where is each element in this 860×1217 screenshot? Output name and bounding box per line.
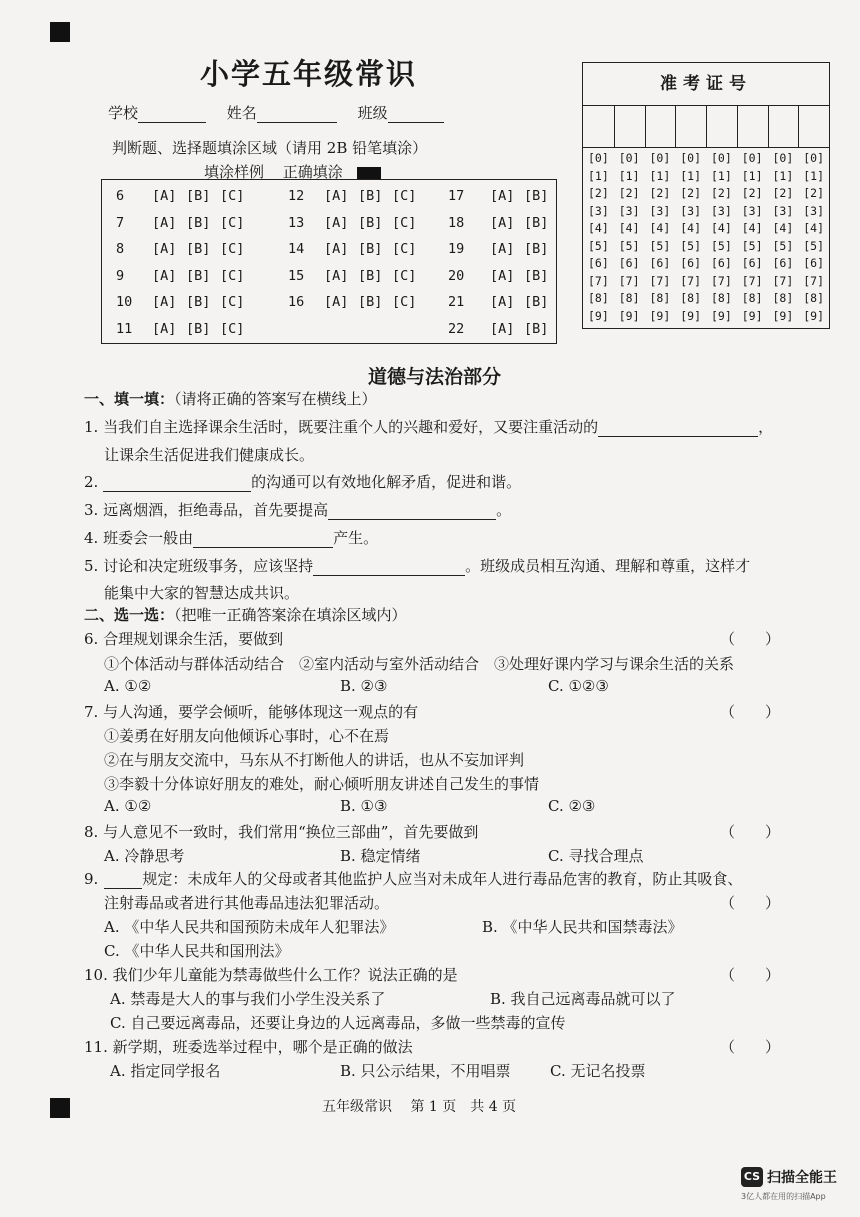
exam-id-cell-divider bbox=[737, 105, 738, 147]
option-6b[interactable]: B. ②③ bbox=[340, 677, 388, 695]
answer-paren-10[interactable]: （ ） bbox=[720, 966, 781, 984]
exam-id-digit-bubble[interactable]: [2] bbox=[587, 186, 609, 200]
exam-id-digit-bubble[interactable]: [9] bbox=[618, 308, 640, 323]
exam-id-digit-bubble[interactable]: [8] bbox=[772, 291, 794, 305]
exam-id-digit-bubble[interactable]: [6] bbox=[680, 256, 702, 270]
exam-id-digit-bubble[interactable]: [2] bbox=[618, 186, 640, 200]
answer-bubble[interactable]: [C] bbox=[392, 294, 417, 310]
exam-id-digit-bubble[interactable]: [7] bbox=[680, 273, 702, 288]
question-number: 19 bbox=[448, 241, 465, 257]
camscanner-logo-icon: CS bbox=[741, 1167, 763, 1187]
answer-bubble[interactable]: [A] bbox=[490, 267, 515, 284]
question-number: 21 bbox=[448, 294, 465, 310]
exam-id-cell-divider bbox=[675, 105, 676, 147]
exam-id-digit-bubble[interactable]: [0] bbox=[587, 151, 609, 165]
answer-bubble[interactable]: [A] bbox=[324, 241, 349, 257]
answer-bubble[interactable]: [C] bbox=[220, 294, 245, 310]
question-number: 7 bbox=[116, 214, 125, 231]
exam-id-digit-bubble[interactable]: [6] bbox=[649, 256, 671, 270]
question-9-cont: 注射毒品或者进行其他毒品违法犯罪活动。 bbox=[104, 894, 390, 912]
answer-bubble[interactable]: [B] bbox=[524, 241, 549, 257]
part2-heading-note: （把唯一正确答案涂在填涂区域内） bbox=[174, 606, 407, 624]
exam-id-digit-bubble[interactable]: [2] bbox=[710, 186, 732, 200]
exam-id-digit-bubble[interactable]: [0] bbox=[710, 151, 732, 165]
class-field[interactable] bbox=[388, 107, 444, 123]
question-number: 20 bbox=[448, 267, 465, 284]
answer-bubble[interactable]: [C] bbox=[392, 188, 417, 204]
option-10c[interactable]: C. 自己要远离毒品，还要让身边的人远离毒品，多做一些禁毒的宣传 bbox=[110, 1014, 566, 1032]
option-8b[interactable]: B. 稳定情绪 bbox=[340, 847, 421, 865]
question-number: 18 bbox=[448, 214, 465, 231]
exam-id-digit-bubble[interactable]: [8] bbox=[649, 291, 671, 305]
question-number: 22 bbox=[448, 320, 465, 337]
answer-bubble[interactable]: [A] bbox=[324, 214, 349, 231]
question-number: 16 bbox=[288, 294, 305, 310]
answer-bubble[interactable]: [C] bbox=[220, 214, 245, 231]
exam-id-digit-bubble[interactable]: [0] bbox=[803, 151, 825, 165]
exam-id-digit-bubble[interactable]: [6] bbox=[710, 256, 732, 270]
answer-paren-6[interactable]: （ ） bbox=[720, 630, 781, 648]
exam-id-digit-bubble[interactable]: [8] bbox=[680, 291, 702, 305]
exam-id-digit-bubble[interactable]: [1] bbox=[680, 168, 702, 183]
exam-id-title: 准考证号 bbox=[583, 63, 829, 106]
answer-bubble[interactable]: [A] bbox=[152, 214, 177, 231]
answer-bubble[interactable]: [A] bbox=[324, 294, 349, 310]
exam-id-digit-bubble[interactable]: [7] bbox=[772, 273, 794, 288]
exam-id-digit-bubble[interactable]: [8] bbox=[587, 291, 609, 305]
answer-bubble[interactable]: [C] bbox=[392, 241, 417, 257]
answer-bubble[interactable]: [C] bbox=[392, 267, 417, 284]
answer-bubble[interactable]: [A] bbox=[152, 188, 177, 204]
exam-id-digit-bubble[interactable]: [3] bbox=[680, 203, 702, 218]
answer-row bbox=[102, 241, 552, 263]
exam-id-digit-bubble[interactable]: [4] bbox=[587, 221, 609, 235]
exam-id-digit-bubble[interactable]: [3] bbox=[618, 203, 640, 218]
exam-id-box bbox=[582, 62, 830, 329]
exam-id-digit-bubble[interactable]: [2] bbox=[803, 186, 825, 200]
school-label: 学校 bbox=[108, 104, 139, 122]
exam-id-digit-bubble[interactable]: [2] bbox=[680, 186, 702, 200]
question-4: 4. 班委会一般由 产生。 bbox=[84, 529, 379, 547]
exam-id-cell-divider bbox=[768, 105, 769, 147]
question-6: 6. 合理规划课余生活，要做到 bbox=[84, 630, 284, 648]
exam-id-digit-bubble[interactable]: [5] bbox=[618, 238, 640, 253]
question-2: 2. 的沟通可以有效地化解矛盾，促进和谐。 bbox=[84, 473, 522, 491]
exam-id-digit-bubble[interactable]: [1] bbox=[618, 168, 640, 183]
question-number: 13 bbox=[288, 214, 305, 231]
answer-blank-5[interactable] bbox=[313, 559, 465, 576]
option-6c[interactable]: C. ①②③ bbox=[548, 677, 609, 695]
exam-id-digit-bubble[interactable]: [1] bbox=[587, 168, 609, 183]
answer-blank-4[interactable] bbox=[193, 531, 333, 548]
part1-heading-num: 一、填一填： bbox=[84, 390, 175, 408]
exam-id-digit-row bbox=[583, 204, 829, 222]
exam-id-digit-bubble[interactable]: [6] bbox=[803, 256, 825, 270]
option-11c[interactable]: C. 无记名投票 bbox=[550, 1062, 646, 1080]
question-10: 10. 我们少年儿童能为禁毒做些什么工作？说法正确的是 bbox=[84, 966, 458, 984]
exam-id-digit-bubble[interactable]: [0] bbox=[649, 151, 671, 165]
answer-row bbox=[102, 215, 552, 237]
answer-bubble[interactable]: [B] bbox=[358, 267, 383, 284]
question-7-s3: ③李毅十分体谅好朋友的难处，耐心倾听朋友讲述自己发生的事情 bbox=[104, 775, 540, 793]
answer-bubble[interactable]: [A] bbox=[324, 188, 349, 204]
exam-id-digit-bubble[interactable]: [4] bbox=[772, 221, 794, 235]
question-1-cont: 让课余生活促进我们健康成长。 bbox=[104, 446, 315, 464]
question-number: 8 bbox=[116, 241, 125, 257]
answer-bubble[interactable]: [C] bbox=[220, 267, 245, 284]
answer-bubble[interactable]: [A] bbox=[152, 294, 177, 310]
question-number: 15 bbox=[288, 267, 305, 284]
exam-id-digit-bubble[interactable]: [1] bbox=[772, 168, 794, 183]
answer-bubble[interactable]: [B] bbox=[186, 267, 211, 284]
exam-id-digit-bubble[interactable]: [4] bbox=[649, 221, 671, 235]
question-6-statements: ①个体活动与群体活动结合 ②室内活动与室外活动结合 ③处理好课内学习与课余生活的关系 bbox=[104, 655, 735, 673]
filled-sample-box bbox=[357, 167, 381, 180]
student-info-fields bbox=[108, 102, 460, 123]
answer-bubble[interactable]: [B] bbox=[186, 188, 211, 204]
exam-id-digit-bubble[interactable]: [7] bbox=[803, 273, 825, 288]
answer-bubble[interactable]: [A] bbox=[324, 267, 349, 284]
scanner-watermark bbox=[741, 1166, 837, 1201]
answer-bubble[interactable]: [B] bbox=[524, 320, 549, 337]
option-8c[interactable]: C. 寻找合理点 bbox=[548, 847, 644, 865]
exam-id-digit-bubble[interactable]: [4] bbox=[803, 221, 825, 235]
answer-paren-11[interactable]: （ ） bbox=[720, 1038, 781, 1056]
answer-row bbox=[102, 188, 552, 210]
question-11: 11. 新学期，班委选举过程中，哪个是正确的做法 bbox=[84, 1038, 413, 1056]
answer-blank-2[interactable] bbox=[103, 475, 251, 492]
exam-id-digit-bubble[interactable]: [3] bbox=[772, 203, 794, 218]
exam-id-digit-bubble[interactable]: [6] bbox=[618, 256, 640, 270]
exam-id-digit-row bbox=[583, 151, 829, 169]
exam-id-digit-row bbox=[583, 221, 829, 239]
name-label: 姓名 bbox=[226, 104, 257, 122]
answer-bubble[interactable]: [B] bbox=[186, 241, 211, 257]
exam-id-digit-bubble[interactable]: [5] bbox=[710, 238, 732, 253]
exam-id-digit-bubble[interactable]: [8] bbox=[618, 291, 640, 305]
option-10a[interactable]: A. 禁毒是大人的事与我们小学生没关系了 bbox=[110, 990, 386, 1008]
answer-bubble[interactable]: [B] bbox=[358, 294, 383, 310]
answer-bubble[interactable]: [C] bbox=[220, 320, 245, 337]
exam-id-digit-bubble[interactable]: [9] bbox=[710, 308, 732, 323]
exam-id-digit-bubble[interactable]: [6] bbox=[772, 256, 794, 270]
exam-id-digit-bubble[interactable]: [5] bbox=[680, 238, 702, 253]
exam-id-digit-bubble[interactable]: [7] bbox=[710, 273, 732, 288]
exam-id-digit-bubble[interactable]: [4] bbox=[710, 221, 732, 235]
exam-id-cell-divider bbox=[614, 105, 615, 147]
answer-bubble[interactable]: [A] bbox=[490, 294, 515, 310]
exam-id-digit-bubble[interactable]: [3] bbox=[741, 203, 763, 218]
exam-id-digit-bubble[interactable]: [7] bbox=[741, 273, 763, 288]
section-title: 道德与法治部分 bbox=[368, 366, 502, 388]
exam-id-digit-bubble[interactable]: [7] bbox=[618, 273, 640, 288]
question-number: 17 bbox=[448, 188, 465, 204]
exam-id-digit-row bbox=[583, 256, 829, 274]
answer-bubble[interactable]: [B] bbox=[524, 267, 549, 284]
question-7: 7. 与人沟通，要学会倾听，能够体现这一观点的有 bbox=[84, 703, 419, 721]
question-5-cont: 能集中大家的智慧达成共识。 bbox=[104, 584, 300, 602]
answer-bubble[interactable]: [A] bbox=[490, 241, 515, 257]
exam-id-digit-bubble[interactable]: [4] bbox=[680, 221, 702, 235]
answer-bubble[interactable]: [A] bbox=[152, 241, 177, 257]
answer-blank-9[interactable] bbox=[104, 872, 142, 889]
exam-id-cell-divider bbox=[798, 105, 799, 147]
exam-id-write-cells[interactable] bbox=[583, 105, 829, 148]
part2-heading-num: 二、选一选： bbox=[84, 606, 175, 624]
exam-id-digit-bubble[interactable]: [2] bbox=[772, 186, 794, 200]
exam-id-digit-bubble[interactable]: [1] bbox=[803, 168, 825, 183]
question-3: 3. 远离烟酒，拒绝毒品，首先要提高 。 bbox=[84, 501, 512, 519]
question-number: 6 bbox=[116, 188, 125, 204]
exam-id-digit-bubble[interactable]: [9] bbox=[772, 308, 794, 323]
answer-bubble[interactable]: [B] bbox=[358, 241, 383, 257]
exam-id-digit-bubble[interactable]: [3] bbox=[710, 203, 732, 218]
page-footer: 五年级常识 第 1 页 共 4 页 bbox=[322, 1099, 517, 1115]
answer-paren-7[interactable]: （ ） bbox=[720, 703, 781, 721]
answer-bubble[interactable]: [B] bbox=[524, 188, 549, 204]
exam-id-digit-bubble[interactable]: [0] bbox=[772, 151, 794, 165]
name-field[interactable] bbox=[257, 107, 337, 123]
answer-bubble[interactable]: [A] bbox=[152, 320, 177, 337]
exam-id-digit-bubble[interactable]: [2] bbox=[741, 186, 763, 200]
exam-id-cell-divider bbox=[706, 105, 707, 147]
answer-bubble[interactable]: [C] bbox=[392, 214, 417, 231]
answer-bubble[interactable]: [B] bbox=[186, 294, 211, 310]
exam-id-digit-bubble[interactable]: [9] bbox=[587, 308, 609, 323]
exam-id-digit-bubble[interactable]: [3] bbox=[803, 203, 825, 218]
question-number: 14 bbox=[288, 241, 305, 257]
registration-mark-top bbox=[50, 22, 70, 42]
option-9b[interactable]: B. 《中华人民共和国禁毒法》 bbox=[482, 918, 683, 936]
exam-id-digit-grid bbox=[583, 151, 829, 326]
exam-id-digit-row bbox=[583, 239, 829, 257]
exam-id-digit-bubble[interactable]: [0] bbox=[680, 151, 702, 165]
answer-row bbox=[102, 321, 552, 343]
exam-id-digit-bubble[interactable]: [5] bbox=[803, 238, 825, 253]
option-10b[interactable]: B. 我自己远离毒品就可以了 bbox=[490, 990, 676, 1008]
option-9c[interactable]: C. 《中华人民共和国刑法》 bbox=[104, 942, 290, 960]
answer-bubble[interactable]: [A] bbox=[490, 214, 515, 231]
exam-id-digit-bubble[interactable]: [2] bbox=[649, 186, 671, 200]
exam-id-digit-bubble[interactable]: [0] bbox=[618, 151, 640, 165]
answer-bubble[interactable]: [A] bbox=[490, 320, 515, 337]
exam-id-digit-bubble[interactable]: [9] bbox=[741, 308, 763, 323]
option-6a[interactable]: A. ①② bbox=[104, 677, 152, 695]
answer-bubble[interactable]: [B] bbox=[186, 320, 211, 337]
exam-id-digit-bubble[interactable]: [9] bbox=[803, 308, 825, 323]
exam-id-digit-bubble[interactable]: [4] bbox=[741, 221, 763, 235]
answer-bubble[interactable]: [A] bbox=[152, 267, 177, 284]
exam-id-digit-bubble[interactable]: [9] bbox=[649, 308, 671, 323]
exam-id-digit-row bbox=[583, 309, 829, 327]
exam-id-digit-bubble[interactable]: [6] bbox=[587, 256, 609, 270]
answer-bubble[interactable]: [C] bbox=[220, 241, 245, 257]
exam-id-digit-bubble[interactable]: [8] bbox=[741, 291, 763, 305]
exam-id-digit-bubble[interactable]: [5] bbox=[772, 238, 794, 253]
answer-bubble[interactable]: [B] bbox=[358, 188, 383, 204]
class-label: 班级 bbox=[357, 104, 388, 122]
question-number: 10 bbox=[116, 294, 133, 310]
page-title: 小学五年级常识 bbox=[200, 57, 418, 91]
exam-id-digit-row bbox=[583, 169, 829, 187]
question-7-s2: ②在与朋友交流中，马东从不打断他人的讲话，也从不妄加评判 bbox=[104, 751, 525, 769]
exam-id-digit-row bbox=[583, 274, 829, 292]
answer-row bbox=[102, 268, 552, 290]
answer-row bbox=[102, 294, 552, 316]
exam-id-digit-bubble[interactable]: [3] bbox=[649, 203, 671, 218]
exam-id-cell-divider bbox=[645, 105, 646, 147]
watermark-brand: 扫描全能王 bbox=[767, 1169, 837, 1186]
question-number: 9 bbox=[116, 267, 125, 284]
exam-id-digit-bubble[interactable]: [1] bbox=[649, 168, 671, 183]
exam-id-digit-bubble[interactable]: [5] bbox=[741, 238, 763, 253]
exam-id-digit-bubble[interactable]: [5] bbox=[587, 238, 609, 253]
answer-blank-1[interactable] bbox=[598, 420, 758, 437]
exam-id-digit-bubble[interactable]: [8] bbox=[803, 291, 825, 305]
question-5: 5. 讨论和决定班级事务，应该坚持 。班级成员相互沟通、理解和尊重，这样才 bbox=[84, 557, 751, 575]
question-number: 11 bbox=[116, 320, 133, 337]
exam-id-digit-row bbox=[583, 291, 829, 309]
option-7c[interactable]: C. ②③ bbox=[548, 797, 596, 815]
fill-area-note: 判断题、选择题填涂区域（请用 2B 铅笔填涂） bbox=[112, 139, 428, 157]
correct-label: 正确填涂 bbox=[282, 163, 343, 181]
option-9a[interactable]: A. 《中华人民共和国预防未成年人犯罪法》 bbox=[104, 918, 395, 936]
exam-id-digit-bubble[interactable]: [7] bbox=[649, 273, 671, 288]
answer-paren-9[interactable]: （ ） bbox=[720, 894, 781, 912]
question-7-s1: ①姜勇在好朋友向他倾诉心事时，心不在焉 bbox=[104, 727, 390, 745]
option-11b[interactable]: B. 只公示结果，不用唱票 bbox=[340, 1062, 511, 1080]
question-number: 12 bbox=[288, 188, 305, 204]
watermark-tagline: 3亿人都在用的扫描App bbox=[741, 1192, 826, 1201]
answer-bubble-area bbox=[101, 179, 557, 344]
option-8a[interactable]: A. 冷静思考 bbox=[104, 847, 185, 865]
exam-id-digit-bubble[interactable]: [1] bbox=[741, 168, 763, 183]
exam-id-digit-bubble[interactable]: [7] bbox=[587, 273, 609, 288]
part1-heading bbox=[84, 388, 377, 409]
answer-bubble[interactable]: [A] bbox=[490, 188, 515, 204]
answer-bubble[interactable]: [B] bbox=[524, 214, 549, 231]
answer-blank-3[interactable] bbox=[328, 503, 496, 520]
answer-bubble[interactable]: [B] bbox=[186, 214, 211, 231]
exam-id-digit-bubble[interactable]: [5] bbox=[649, 238, 671, 253]
option-7b[interactable]: B. ①③ bbox=[340, 797, 388, 815]
exam-id-digit-bubble[interactable]: [0] bbox=[741, 151, 763, 165]
exam-id-digit-bubble[interactable]: [3] bbox=[587, 203, 609, 218]
option-7a[interactable]: A. ①② bbox=[104, 797, 152, 815]
exam-id-digit-bubble[interactable]: [4] bbox=[618, 221, 640, 235]
answer-bubble[interactable]: [C] bbox=[220, 188, 245, 204]
exam-id-digit-bubble[interactable]: [1] bbox=[710, 168, 732, 183]
answer-paren-8[interactable]: （ ） bbox=[720, 823, 781, 841]
exam-id-digit-bubble[interactable]: [8] bbox=[710, 291, 732, 305]
exam-id-digit-bubble[interactable]: [6] bbox=[741, 256, 763, 270]
part2-heading bbox=[84, 604, 407, 625]
school-field[interactable] bbox=[138, 107, 206, 123]
exam-id-digit-bubble[interactable]: [9] bbox=[680, 308, 702, 323]
question-9: 9. 规定：未成年人的父母或者其他监护人应当对未成年人进行毒品危害的教育，防止其吸食、 bbox=[84, 870, 743, 888]
question-1: 1. 当我们自主选择课余生活时，既要注重个人的兴趣和爱好，又要注重活动的 ， bbox=[84, 418, 774, 436]
answer-bubble[interactable]: [B] bbox=[358, 214, 383, 231]
part1-heading-note: （请将正确的答案写在横线上） bbox=[174, 390, 377, 408]
exam-id-digit-row bbox=[583, 186, 829, 204]
registration-mark-bottom bbox=[50, 1098, 70, 1118]
sample-label: 填涂样例 bbox=[204, 163, 265, 181]
question-8: 8. 与人意见不一致时，我们常用“换位三部曲”，首先要做到 bbox=[84, 823, 479, 841]
answer-bubble[interactable]: [B] bbox=[524, 294, 549, 310]
option-11a[interactable]: A. 指定同学报名 bbox=[110, 1062, 221, 1080]
